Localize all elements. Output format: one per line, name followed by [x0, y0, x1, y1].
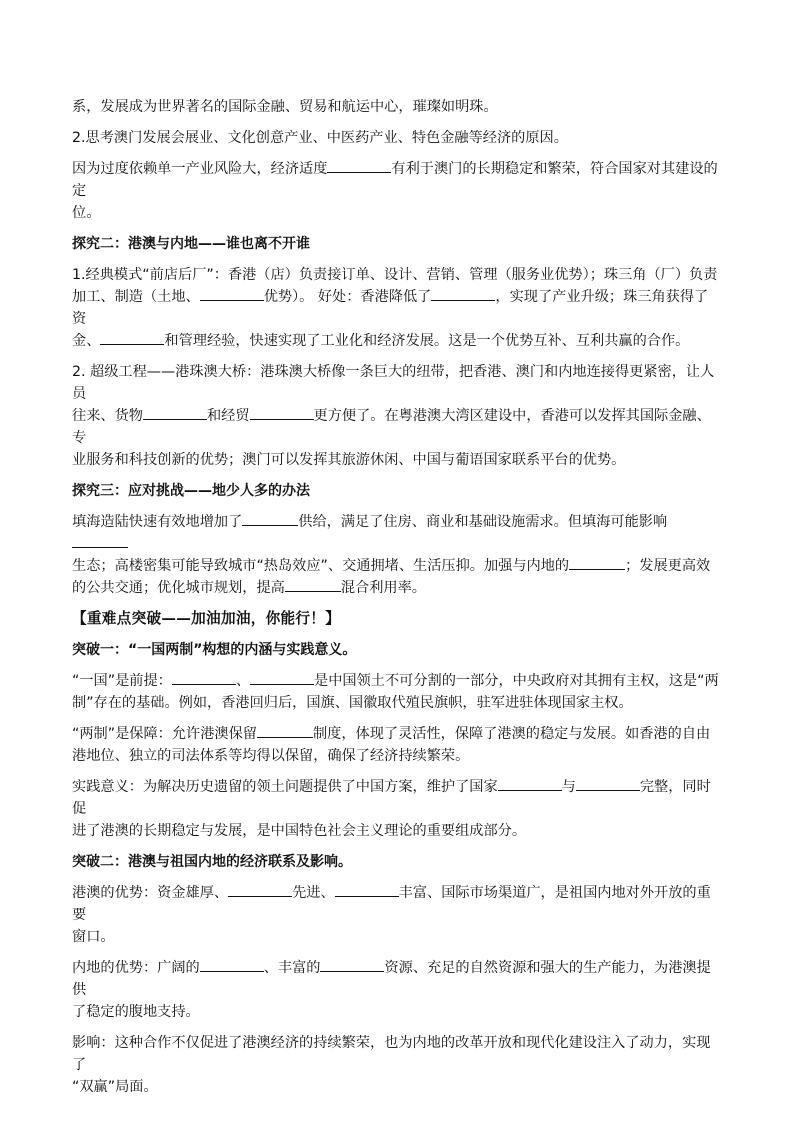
breakthrough-one-heading: 突破一：“一国两制”构想的内涵与实践意义。	[72, 642, 357, 658]
fill-blank[interactable]	[228, 882, 292, 897]
fill-blank[interactable]	[242, 511, 298, 526]
fill-blank[interactable]	[285, 577, 341, 592]
fill-blank[interactable]	[569, 555, 625, 570]
paragraph-mainland-advantages: 内地的优势：广阔的 、丰富的 资源、充足的自然资源和强大的生产能力，为港澳提供 了稳定的腹地支持。	[72, 957, 722, 1023]
paragraph-front-shop-back-factory: 1.经典模式“前店后厂”：香港（店）负责接订单、设计、营销、管理（服务业优势）；珠三角（厂）负责 加工、制造（土地、 优势）。 好处：香港降低了 ，实现了产业升级；珠三角获得了资 金、 和管理经验，快速实现了工业化和经济发展。这是一个优势互补、互利共赢的合作。	[72, 267, 718, 349]
paragraph-hk-macau-advantages: 港澳的优势：资金雄厚、 先进、 丰富、国际市场渠道广，是祖国内地对外开放的重要 窗口。	[72, 882, 722, 948]
explore-two-heading: 探究二：港澳与内地——谁也离不开谁	[72, 236, 310, 252]
fill-blank[interactable]	[143, 405, 207, 420]
document-body	[72, 96, 722, 1107]
fill-blank[interactable]	[250, 670, 314, 685]
fill-blank[interactable]	[257, 723, 313, 738]
fill-blank[interactable]	[320, 957, 384, 972]
explore-three-heading: 探究三：应对挑战——地少人多的办法	[72, 483, 310, 499]
paragraph-macau-reason: 因为过度依赖单一产业风险大，经济适度 有利于澳门的长期稳定和繁荣，符合国家对其建设的定 位。	[72, 158, 722, 224]
fill-blank[interactable]	[576, 776, 640, 791]
paragraph-two-systems: “两制”是保障：允许港澳保留 制度，体现了灵活性，保障了港澳的稳定与发展。如香港的自由 港地位、独立的司法体系等均得以保留，确保了经济持续繁荣。	[72, 723, 722, 767]
fill-blank[interactable]	[200, 957, 264, 972]
paragraph-land-reclamation: 填海造陆快速有效地增加了 供给，满足了住房、商业和基础设施需求。但填海可能影响 生态；高楼密集可能导致城市“热岛效应”、交通拥堵、生活压抑。加强与内地的 ；发展更高效 的公共交通；优化城市规划，提高 混合利用率。	[72, 511, 722, 599]
fill-blank[interactable]	[200, 286, 264, 301]
breakthrough-two-heading: 突破二：港澳与祖国内地的经济联系及影响。	[72, 854, 352, 870]
paragraph-hzmb-bridge: 2. 超级工程——港珠澳大桥：港珠澳大桥像一条巨大的纽带，把香港、澳门和内地连接得更紧密，让人员 往来、货物 和经贸 更方便了。在粤港澳大湾区建设中，香港可以发挥其国际金融、专 业服务和科技创新的优势；澳门可以发挥其旅游休闲、中国与葡语国家联系平台的优势。	[72, 364, 715, 468]
fill-blank[interactable]	[431, 286, 495, 301]
paragraph-practical-significance: 实践意义：为解决历史遗留的领土问题提供了中国方案，维护了国家 与 完整，同时促 进了港澳的长期稳定与发展，是中国特色社会主义理论的重要组成部分。	[72, 776, 722, 842]
fill-blank[interactable]	[250, 405, 314, 420]
key-points-section-title: 【重难点突破——加油加油，你能行！】	[72, 610, 341, 627]
fill-blank[interactable]	[335, 882, 399, 897]
fill-blank[interactable]	[498, 776, 562, 791]
paragraph-one-country: “一国”是前提： 、 是中国领土不可分割的一部分，中央政府对其拥有主权，这是“两 制”存在的基础。例如，香港回归后，国旗、国徽取代殖民旗帜，驻军进驻体现国家主权。	[72, 670, 722, 714]
fill-blank[interactable]	[172, 670, 236, 685]
paragraph-impact: 影响：这种合作不仅促进了港澳经济的持续繁荣，也为内地的改革开放和现代化建设注入了动力，实现了 “双赢”局面。	[72, 1035, 711, 1095]
fill-blank[interactable]	[100, 330, 164, 345]
paragraph-hk-finance: 系，发展成为世界著名的国际金融、贸易和航运中心，璀璨如明珠。	[72, 99, 498, 115]
fill-blank[interactable]	[72, 533, 128, 548]
fill-blank[interactable]	[327, 158, 391, 173]
question-macau-industries: 2.思考澳门发展会展业、文化创意产业、中医药产业、特色金融等经济的原因。	[72, 130, 568, 146]
